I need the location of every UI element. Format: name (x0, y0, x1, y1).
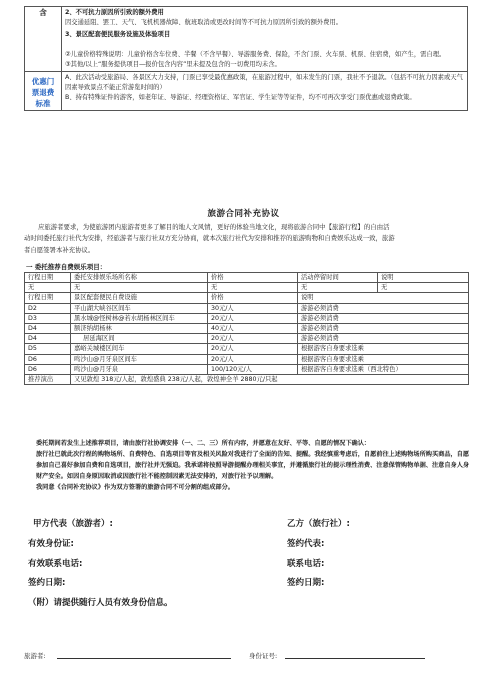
fee-terms-table (24, 6, 468, 111)
table-row (25, 293, 469, 303)
table-row (25, 313, 469, 323)
table-row (25, 72, 468, 111)
include-details-cell (62, 7, 468, 72)
header-cell: 景区配套便民自费设施 (71, 293, 208, 303)
table-row (25, 344, 469, 354)
table-cell: 20元/人 (208, 334, 298, 344)
row-label-include: 含 (25, 7, 62, 72)
header-cell: 价格 (208, 273, 298, 283)
table-row (25, 364, 469, 374)
table-cell: 嘉峪关城楼区间车 (71, 344, 208, 354)
table-cell: 无 (208, 283, 298, 293)
table-cell: 100/120元/人 (208, 364, 298, 374)
table-cell: 又见敦煌 318元/人起，敦煌盛典 238元/人起，敦煌神全羊 2880元/只起 (71, 375, 469, 385)
table-cell: 无 (25, 283, 71, 293)
intro-line: 者自愿签署本补充协议。 (24, 245, 95, 254)
intro-line: 应旅游者要求，为使旅游团内旅游者更多了解目的地人文风情，更好的体验当地文化，现将旅游合同中【旅游行程】的自由活 (38, 223, 390, 231)
text-line: ③其他/以上“服务提供项目—报价包含内容”里未提及包含的一切费用均未含。 (65, 61, 281, 68)
table-cell: 推荐演出 (25, 375, 71, 385)
party-b-label: 乙方（旅行社）: (287, 519, 350, 529)
text-line: 2、不可抗力原因所引致的额外费用 (65, 9, 164, 16)
table-row (25, 273, 469, 283)
text-line: 3、景区配套便民服务设施及体验项目 (65, 31, 171, 38)
header-cell: 委托安排娱乐场所名称 (71, 273, 208, 283)
table-row (25, 334, 469, 344)
text-line: B、持有特殊证件的游客，如老年证、导游证、经理资格证、军官证、学生证等等证件，均不可再次享受门票优惠或退费政策。 (65, 94, 416, 101)
intro-line: 动时间委托旅行社代为安排，经旅游者与旅行社双方充分协商，就本次旅行社代为安排和推荐的旅游购物和自费娱乐达成一致，旅游 (24, 234, 395, 243)
text-line: 因交通延阻、罢工、天气、飞机机器故障、航班取消或更改时间等不可抗力原因所引致的额外费用。 (65, 19, 343, 26)
table-cell: D2 (25, 303, 71, 313)
id-number-line[interactable] (285, 658, 425, 659)
table-cell: 无 (298, 283, 378, 293)
table-cell: D4 (25, 334, 71, 344)
agent-label: 签约代表: (287, 539, 325, 549)
table-cell: D4 (25, 324, 71, 334)
header-cell: 活动停留时间 (298, 273, 378, 283)
table-row (25, 7, 468, 72)
table-cell: D5 (25, 344, 71, 354)
header-cell: 行程日期 (25, 293, 71, 303)
table-row (25, 303, 469, 313)
table-cell: 20元/人 (208, 344, 298, 354)
table-cell: 40元/人 (208, 324, 298, 334)
table-row (25, 354, 469, 364)
table-row (25, 375, 469, 385)
table-cell: 20元/人 (208, 354, 298, 364)
table-cell: 黑水城@怪树林@若水胡杨林区间车 (71, 313, 208, 323)
label-line: 票退费 (31, 88, 55, 97)
consent-notes (24, 438, 470, 493)
table-cell: 鸣沙山@月牙泉 (71, 364, 208, 374)
table-cell: 居延海区间 (71, 334, 208, 344)
phone-b-label: 联系电话: (287, 559, 325, 569)
attachment-note: （附）请提供随行人员有效身份信息。 (28, 598, 173, 608)
agreement-title: 旅游合同补充协议 (207, 209, 280, 219)
intro-paragraph (24, 222, 468, 256)
label-line: 优惠门 (31, 77, 55, 86)
table-cell: 30元/人 (208, 303, 298, 313)
table-cell: D6 (25, 364, 71, 374)
traveler-label: 旅游者: (24, 652, 46, 660)
table-cell: 无 (71, 283, 208, 293)
text-line: A、此次活动受旅游局、各景区大力支持，门票已享受最优惠政策，在旅游过程中，如未发生的门票，我社不予退款。（包括不可抗力因素或天气因素导致景点不能正常游览时间的） (65, 74, 463, 91)
date-b-label: 签约日期: (287, 578, 325, 588)
label-line: 标准 (35, 99, 51, 108)
table-cell: 无 (378, 283, 469, 293)
phone-a-label: 有效联系电话: (28, 559, 83, 569)
itinerary-table (24, 272, 469, 385)
table-cell: D6 (25, 354, 71, 364)
table-cell: 20元/人 (208, 313, 298, 323)
table-cell: 额济纳胡杨林 (71, 324, 208, 334)
note-paragraph: 我同意《合同补充协议》作为双方签署的旅游合同不可分割的组成部分。 (36, 484, 234, 491)
table-row (25, 283, 469, 293)
header-cell: 行程日期 (25, 273, 71, 283)
table-cell: 根据游客自身要求选乘 (298, 344, 469, 354)
section-heading: 一 委托推荐自费娱乐项目： (26, 263, 107, 271)
table-cell: 根据游客自身要求选乘（西北特色） (298, 364, 469, 374)
traveler-signature-line[interactable] (57, 658, 231, 659)
header-cell: 说明 (378, 273, 469, 283)
note-paragraph: 旅行社已就此次行程的购物场所、自费特色、自选项目等官及相关风险对我进行了全面的告知、提醒。我经慎重考虑后，自愿前往上述购物场所购买商品，自愿参加自己喜好参加自费和自选项目，旅行社并无强迫。我承诺将按照导游提醒办理相关事宜，并遵循旅行社的提示理性消费、注意保管购物单据、注意自身人身财产安全。如因自身原因取消或因旅行社不能控制因素无法安排的，对旅行社予以理解。 (36, 451, 470, 480)
table-cell: 根据游客自身要求选乘 (298, 354, 469, 364)
id-label: 有效身份证: (28, 539, 74, 549)
header-cell: 价格 (208, 293, 298, 303)
header-cell: 说明 (298, 293, 469, 303)
table-cell: 鸣沙山@月牙泉区间车 (71, 354, 208, 364)
row-label-refund (25, 72, 62, 111)
table-cell: 游游必须消费 (298, 334, 469, 344)
table-row (25, 324, 469, 334)
text-line: ②儿童价格特殊说明：儿童价格含车位费、半餐（不含早餐）、导游服务费、保险，不含门票、火车票、机票、住宿费，如产生，需自理。 (65, 51, 446, 58)
table-cell: 平山湖大峡谷区间车 (71, 303, 208, 313)
date-a-label: 签约日期: (28, 578, 66, 588)
table-cell: 游游必须消费 (298, 303, 469, 313)
table-cell: 游游必须消费 (298, 313, 469, 323)
table-cell: D3 (25, 313, 71, 323)
note-paragraph: 委托期间若发生上述推荐项目，请由旅行社协调安排（一、二、三）所有内容，并愿意在友好、平等、自愿的情况下确认： (36, 440, 371, 447)
id-number-label: 身份证号: (249, 652, 278, 660)
party-a-label: 甲方代表（旅游者）: (33, 519, 113, 529)
refund-details-cell (62, 72, 468, 111)
table-cell: 游游必须消费 (298, 324, 469, 334)
